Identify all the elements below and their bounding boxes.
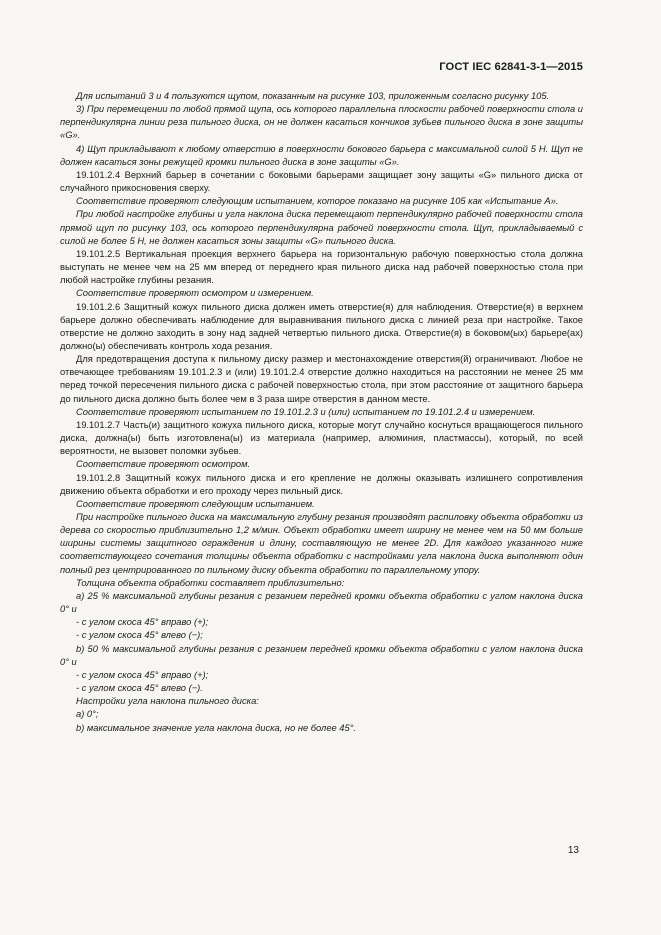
paragraph: Толщина объекта обработки составляет приблизительно: <box>76 577 345 588</box>
list-subitem: - с углом скоса 45° влево (−); <box>76 630 203 641</box>
document-header: ГОСТ IEC 62841-3-1—2015 <box>439 61 583 73</box>
paragraph: Соответствие проверяют осмотром и измерением. <box>76 288 314 299</box>
paragraph: 19.101.2.8 Защитный кожух пильного диска и его крепление не должны оказывать излишнего сопротивления движению объекта обработки и его проходу через пильный диск. <box>60 472 583 496</box>
list-item: a) 25 % максимальной глубины резания с резанием передней кромки объекта обработки с углом наклона диска 0° и <box>60 590 583 615</box>
paragraph: Соответствие проверяют осмотром. <box>76 459 251 470</box>
list-subitem: - с углом скоса 45° вправо (+); <box>76 669 209 680</box>
paragraph: При настройке пильного диска на максимальную глубину резания производят распиловку объекта обработки из дерева со скоростью приблизительно 1,2 м/мин. Объект обработки имеет ширину не менее чем на 50 мм больше ширины системы защитного ограждения и длину, составляющую не менее 2D. Для каждого указанного ниже соответствующего сочетания толщины объекта обработки с настройками угла наклона диска выполняют один полный рез центрированного по пильному диску объекта обработки по параллельному упору. <box>60 512 583 575</box>
paragraph: Соответствие проверяют следующим испытанием. <box>76 498 315 509</box>
list-subitem: - с углом скоса 45° вправо (+); <box>76 617 209 628</box>
paragraph: 19.101.2.4 Верхний барьер в сочетании с боковыми барьерами защищает зону защиты «G» пильного диска от случайного прикосновения сверху. <box>60 169 583 194</box>
paragraph: 19.101.2.7 Часть(и) защитного кожуха пильного диска, которые могут случайно коснуться вращающегося пильного диска, должна(ы) быть изготовлена(ы) из материала (например, алюминия, пластмассы), который, по всей вероятности, не вызовет поломки зубьев. <box>60 419 583 457</box>
paragraph: Соответствие проверяют испытанием по 19.101.2.3 и (или) испытанием по 19.101.2.4 и измерением. <box>76 406 536 417</box>
page-number: 13 <box>567 845 579 856</box>
paragraph: 19.101.2.6 Защитный кожух пильного диска должен иметь отверстие(я) для наблюдения. Отверстие(я) в верхнем барьере должно обеспечивать наблюдение для выравнивания пильного диска с линией реза при настройке. Такое отверстие не должно заходить в зону над задней четвертью пильного диска. Отверстие(я) в боковом(ых) барьере(ах) должно(ы) обеспечивать контроль хода резания. <box>60 301 583 351</box>
list-item: a) 0°; <box>76 709 99 720</box>
paragraph: При любой настройке глубины и угла наклона диска перемещают перпендикулярно рабочей поверхности стола прямой щуп по рисунку 103, ось которого перпендикулярна рабочей поверхности стола. Щуп, прикладываемый с силой не более 5 Н, не должен касаться зоны защиты «G» пильного диска. <box>60 209 583 246</box>
paragraph: Для испытаний 3 и 4 пользуются щупом, показанным на рисунке 103, приложенным согласно рисунку 105. <box>76 91 550 101</box>
list-item: b) 50 % максимальной глубины резания с резанием передней кромки объекта обработки с углом наклона диска 0° и <box>60 643 583 667</box>
list-subitem: - с углом скоса 45° влево (−). <box>76 683 203 694</box>
paragraph: Соответствие проверяют следующим испытанием, которое показано на рисунке 105 как «Испытание А». <box>76 196 559 207</box>
paragraph: 4) Щуп прикладывают к любому отверстию в поверхности бокового барьера с максимальной силой 5 Н. Щуп не должен касаться зоны режущей кромки пильного диска в зоне защиты «G». <box>60 143 583 167</box>
paragraph: Для предотвращения доступа к пильному диску размер и местонахождение отверстия(й) ограничивают. Любое не отвечающее требованиям 19.101.2.3 и (или) 19.101.2.4 отверстие должно находиться на расстоянии не менее 25 мм перед точкой пересечения пильного диска с рабочей поверхностью стола, при этом расстояние от защитного барьера до пильного диска должно быть более чем в 3 раза шире отверстия в данном месте. <box>60 354 583 404</box>
paragraph: Настройки угла наклона пильного диска: <box>76 696 259 707</box>
paragraph: 19.101.2.5 Вертикальная проекция верхнего барьера на горизонтальную рабочую поверхностью стола должна выступать не менее чем на 25 мм вперед от переднего края пильного диска над рабочей поверхностью стола при любой настройке глубины резания. <box>60 248 583 286</box>
list-item: b) максимальное значение угла наклона диска, но не более 45°. <box>76 722 357 733</box>
document-body <box>60 90 583 735</box>
paragraph: 3) При перемещении по любой прямой щупа, ось которого параллельна плоскости рабочей поверхности стола и перпендикулярна линии реза пильного диска, он не должен касаться кончиков зубьев пильного диска в зоне защиты «G». <box>60 104 583 141</box>
